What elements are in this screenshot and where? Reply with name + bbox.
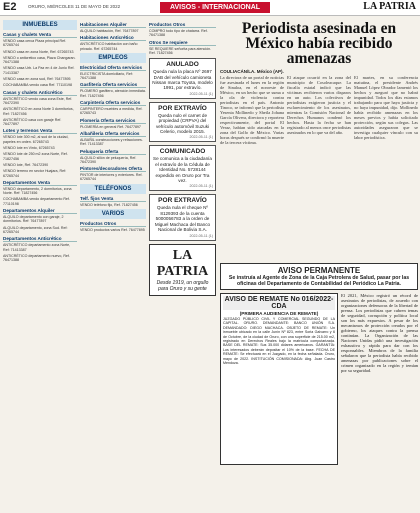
classified-ad: VENDO casa Urb. La Paz en 4 de Junio Ref. 71413387 [3, 66, 75, 75]
classified-ad: ANTICRÉTICO habitación con baño privado. Ref. 67265744 [80, 42, 138, 51]
classified-category: Productos Otros [80, 221, 146, 227]
article-continuation: El 2021, México registró un récord de asesinatos de periodistas, de acuerdo con organizaciones defensoras de la libertad de prensa. Los periodistas que cubren temas de seguridad, corrupción y política local son los más expuestos. A pesar de los mecanismos de protección creados por el gobierno, los ataques contra la prensa continúan. La Organización de las Naciones Unidas pidió una investigación exhaustiva y rápida para dar con los responsables. Miembros de la familia señalaron que la periodista había recibido amenazas por publicaciones sobre el crimen organizado en la región y temían por su seguridad. [341, 293, 418, 373]
classifieds-column-3 [149, 20, 216, 510]
classified-category: Casas y chalets Anticrético [3, 90, 77, 96]
article-body [220, 75, 418, 260]
notice-box-code: 2022-05-11 (1) [189, 233, 213, 238]
classified-category: Departamentos Anticrético [3, 236, 77, 242]
classified-category: Plomería Oferta servicios [80, 118, 146, 124]
notice-box-title: POR EXTRAVÍO [158, 104, 207, 112]
classified-ad: VENDO teléfono fijo, Ref. 71827456 [80, 202, 138, 207]
promo-box [149, 244, 216, 296]
article-column: La directora de un portal de noticias fue asesinada el lunes en la región de Sinaloa, en el noroeste de México, en un hecho que se suma a la ola de violencia contra periodistas en el país. Antonio Tinoco, se informó que la periodista Yesenia Mollinedo y Sheila Johana García Olivera, directora y reportera respectivamente, del portal El Veraz, habían sido atacadas en la zona del Golfo de México. Varias horas después se confirmó la muerte de la tercera víctima. [220, 75, 284, 145]
article-byline: COULIACÁN/LA. México (AP). [220, 69, 284, 74]
notice-box [149, 102, 216, 143]
classified-ad: VENDO o anticretico casa, Plaza Changaran. 76471388 [3, 55, 76, 65]
category-heading: TELÉFONOS [80, 184, 146, 194]
auction-title: AVISO DE REMATE No 016/2022-CDA [224, 296, 334, 310]
classified-ad: VENDO casa en zona sud, Ref: 76477895 [3, 77, 71, 82]
classified-category: Otros Se requiere [149, 40, 216, 46]
classified-ad: VENDO casa en zona Norte, Ref. 67265743 [3, 49, 74, 54]
notice-title: AVISO PERMANENTE [277, 266, 361, 275]
auction-body: JUZGADO PÚBLICO CIVIL Y COMERCIAL SEGUNDO DE LA CAPITAL. ORURO. DEMANDANTE: BANCO UNIÓN S.A. DEMANDADO: DIEGO MACHACA. OBJETO DE REMATE: Un inmueble ubicado en la calle Junín Nº 823, entre Soria Galvarro y 6 de Octubre, de la ciudad de Oruro, con una superficie de 215.00 m2, registrado en Derechos Reales bajo la matrícula computarizada. BASE DEL REMATE: Sus 35.000 dólares americanos. GARANTÍA: Los interesados deberán depositar el 10% de la base. FECHA DE REMATE: Se efectuará en el Juzgado, en la fecha señalada. Oruro, mayo de 2022. INSTITUCIÓN COMISIONADA: Abg. Juan Castro Mendoza. [223, 317, 335, 366]
notice-body: Se instruía al Agente de Zona de la Caja Petrolera de Salud, pasar por las oficinas del Departamento de Contabilidad del Periódico La Patria. [228, 275, 410, 287]
classified-ad: ALBAÑIL construcciones y refacciones. Ref. 71413387 [80, 137, 143, 147]
classified-category: Casas y chalets Venta [3, 32, 77, 38]
notice-box-body: Queda nula la placa Nº 2697 DAB del vehículo camioneta Nissan marca Toyota, modelo 1991, por extravío. [152, 69, 213, 91]
auction-subtitle: (PRIMERA AUDIENCIA DE REMATE) [239, 311, 319, 316]
promo-slogan: Desde 1919, un orgullo para Oruro y su gente [156, 279, 209, 292]
classified-ad: ELECTRICISTA domiciliario, Ref: 76471388 [80, 71, 133, 81]
classified-ad: VENDO departamento, 2 dormitorios, zona Norte. Ref: 71827456 [3, 186, 72, 196]
notice-box [149, 145, 216, 191]
classified-category: Departamentos Venta [3, 180, 77, 186]
classified-ad: ANTICRÉTICO en zona Norte 3 dormitorios, Ref: 71827456 [3, 107, 74, 116]
classified-category: Peluquería Oferta [80, 149, 146, 155]
classified-ad: VENDO lote, Ref. 76472390 [3, 162, 49, 167]
article-title: Periodista asesinada en México había recibido amenazas [241, 20, 397, 67]
classified-ad: PLOMERO gasfitero, atención inmediata. Ref. 71827456 [80, 89, 146, 98]
classified-ad: CARPINTERO muebles a medida, Ref. 67265743 [80, 107, 143, 116]
notice-box-title: ANULADO [166, 61, 199, 69]
classified-category: Habitaciones Alquiler [80, 22, 146, 28]
classified-ad: VENDO terreno en sector Huajara, Ref: 67265744 [3, 169, 67, 178]
classifieds-column-2 [80, 20, 146, 510]
classified-ad: ALQUILO departamento con garaje, 2 dormitorios. Ref: 76477897 [3, 215, 64, 224]
classified-ad: ANTICRÉTICO casa con garaje Ref. 76477897 [3, 117, 62, 127]
classified-ad: COCHABAMBA vendo departamento Ref. 77110198 [3, 197, 70, 206]
classified-ad: VENDO lote 300 m2, al sud de la ciudad, papeles en orden. 67265743 [3, 135, 69, 144]
dateline: ORURO, MIÉRCOLES 11 DE MAYO DE 2022 [28, 4, 121, 9]
newspaper-logo: LA PATRIA [363, 1, 416, 12]
permanent-notice [220, 263, 418, 290]
category-heading: INMUEBLES [3, 20, 77, 30]
classified-category: Lotes y terrenos Venta [3, 128, 77, 134]
classified-category: Albañilería Oferta servicios [80, 131, 146, 137]
classified-ad: COCHABAMBA vendo casa Ref. 77110198 [3, 83, 73, 88]
auction-notice [220, 293, 338, 465]
classified-category: Electricidad Oferta servicios [80, 65, 146, 71]
classified-ad: COMPRO todo tipo de chatarra. Ref. 76471388 [149, 29, 208, 38]
notice-box-code: 2022-05-11 (1) [189, 91, 213, 96]
classified-category: Telf. fijos Venta [80, 196, 146, 202]
notice-box-title: COMUNICADO [159, 148, 206, 156]
notice-box-body: Queda nulo el carnet de propiedad (CRPVA) del vehículo automóvil Suzuki Celerio, modelo 2015. [155, 112, 210, 135]
classified-ad: VENDO casa cerca Plaza principal Ref. 67265744 [3, 39, 67, 48]
notice-box-body: Queda nula el cheque Nº 8129393 de la cuenta 5000056783 a la orden de Miguel Machaca del Banco Nacional de Bolivia S.A. [154, 205, 211, 233]
notice-box-code: 2022-05-11 (1) [189, 135, 213, 140]
section-banner: AVISOS - INTERNACIONAL [160, 2, 270, 13]
classified-ad: ANTICRÉTICO departamento zona Norte, Ref: 71413387 [3, 243, 71, 252]
classified-ad: VENDO lote en Vinto, 67265743 [3, 146, 55, 151]
notice-box [149, 58, 216, 99]
classified-ad: VENDO productos varios Ref. 76477895 [80, 228, 145, 233]
classified-ad: VENDO lote de 250 m2 zona Norte, Ref. 71827456 [3, 152, 68, 161]
classified-ad: PLOMERÍA en general Ref. 76477897 [80, 124, 141, 129]
category-heading: EMPLEOS [80, 53, 146, 63]
classified-category: Pintores/decoradores Oferta [80, 166, 146, 172]
notice-box [149, 194, 216, 240]
notice-box-title: POR EXTRAVÍO [158, 197, 207, 205]
classified-ad: ANTICRÉTICO departamento nuevo, Ref. 76471388 [3, 253, 70, 263]
notice-box-code: 2022-05-11 (1) [189, 184, 213, 189]
lower-section [220, 290, 418, 465]
classifieds-column-1 [3, 20, 77, 510]
classified-ad: SE REQUIERE señorita para atención. Ref. 71827456 [149, 46, 212, 55]
classified-category: Carpintería Oferta servicios [80, 100, 146, 106]
notice-box-body: Se comunica a la ciudadanía el extravío de la Cédula de Identidad No. 5728144 expedido en Oruro por Tra vez. [153, 156, 212, 184]
article-column: El martes, en su conferencia matutina, el presidente Andrés Manuel López Obrador lamentó los hechos y aseguró que no habrá impunidad. Todos los días estamos trabajando para que haya justicia y no haya impunidad, dijo. Mollinedo había recibido amenazas en los meses previos y había solicitado protección, según sus colegas. Las autoridades aseguraron que se investiga cualquier vínculo con su labor periodística. [354, 75, 418, 140]
classified-ad: ANTICRÉTICO vendo casa zona Este, Ref. 76472390 [3, 96, 73, 105]
classified-ad: ALQUILO departamento, zona Sud. Ref: 67265744 [3, 225, 68, 234]
classified-ad: PINTOR de interiores y exteriores. Ref. 67265744 [80, 173, 143, 182]
page-header [0, 0, 420, 16]
promo-logo: LA PATRIA [156, 247, 209, 279]
page-number: E2 [3, 1, 17, 13]
news-article [220, 20, 418, 510]
classified-ad: ALQUILO habitación, Ref. 76477897 [80, 29, 139, 33]
classified-category: Habitaciones Anticrético [80, 35, 146, 41]
classified-category: Gasfitería Oferta servicios [80, 82, 146, 88]
classified-category: Departamentos Alquiler [3, 208, 77, 214]
article-column: El ataque ocurrió en la zona del municipio de Cosoleacaque. La fiscalía estatal indicó que las víctimas recibieron varios disparos en un auto. Los colectivos de periodistas exigieron justicia y el esclarecimiento de los asesinatos, mientras la Comisión Nacional de Derechos Humanos condenó los hechos. Hasta la fecha se han registrado al menos once periodistas asesinados en lo que va del año. [287, 75, 351, 135]
category-heading: VARIOS [80, 209, 146, 219]
classified-category: Productos Otros [149, 22, 216, 28]
classified-ad: ALQUILO sillón de peluquería, Ref. 76472390 [80, 155, 137, 164]
